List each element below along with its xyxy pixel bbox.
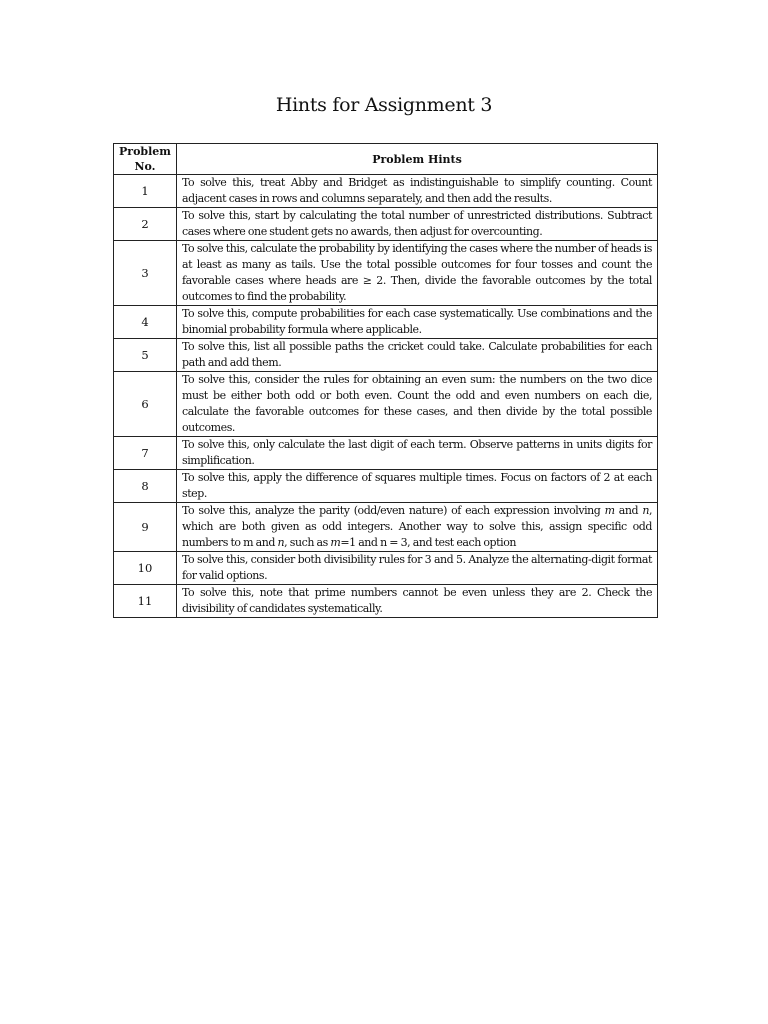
problem-number: 3 [114, 241, 177, 306]
problem-hint: To solve this, analyze the parity (odd/even nature) of each expression involving 𝑚 and 𝑛, which are both given as odd integers. Another way to solve this, assign specific odd numbers to m and 𝑛, such as 𝑚=1 and n = 3, and test each option [177, 503, 658, 552]
table-row [114, 306, 658, 339]
table-row [114, 372, 658, 437]
header-problem-no [114, 144, 177, 175]
hints-table [113, 143, 658, 618]
problem-number: 9 [114, 503, 177, 552]
problem-hint: To solve this, note that prime numbers cannot be even unless they are 2. Check the divisibility of candidates systematically. [177, 585, 658, 618]
problem-hint: To solve this, apply the difference of squares multiple times. Focus on factors of 2 at each step. [177, 470, 658, 503]
problem-number: 4 [114, 306, 177, 339]
problem-number: 2 [114, 208, 177, 241]
header-problem-line2: No. [134, 160, 156, 173]
problem-number: 7 [114, 437, 177, 470]
problem-number: 10 [114, 552, 177, 585]
problem-number: 6 [114, 372, 177, 437]
table-row [114, 437, 658, 470]
table-header-row [114, 144, 658, 175]
table-row [114, 585, 658, 618]
problem-number: 1 [114, 175, 177, 208]
problem-number: 5 [114, 339, 177, 372]
problem-hint: To solve this, consider both divisibility rules for 3 and 5. Analyze the alternating-digit format for valid options. [177, 552, 658, 585]
problem-hint: To solve this, treat Abby and Bridget as indistinguishable to simplify counting. Count adjacent cases in rows and columns separately, and then add the results. [177, 175, 658, 208]
page-title: Hints for Assignment 3 [275, 94, 493, 116]
header-problem-line1: Problem [119, 145, 171, 158]
header-problem-hints: Problem Hints [177, 144, 658, 175]
table-row [114, 552, 658, 585]
problem-hint: To solve this, list all possible paths the cricket could take. Calculate probabilities for each path and add them. [177, 339, 658, 372]
problem-hint: To solve this, calculate the probability by identifying the cases where the number of heads is at least as many as tails. Use the total possible outcomes for four tosses and count the favorable cases where heads are ≥ 2. Then, divide the favorable outcomes by the total outcomes to find the probability. [177, 241, 658, 306]
table-row [114, 503, 658, 552]
table-row [114, 175, 658, 208]
table-row [114, 208, 658, 241]
problem-hint: To solve this, compute probabilities for each case systematically. Use combinations and the binomial probability formula where applicable. [177, 306, 658, 339]
table-row [114, 470, 658, 503]
problem-hint: To solve this, consider the rules for obtaining an even sum: the numbers on the two dice must be either both odd or both even. Count the odd and even numbers on each die, calculate the favorable outcomes for these cases, and then divide by the total possible outcomes. [177, 372, 658, 437]
table-row [114, 339, 658, 372]
problem-hint: To solve this, only calculate the last digit of each term. Observe patterns in units digits for simplification. [177, 437, 658, 470]
problem-number: 11 [114, 585, 177, 618]
table-row [114, 241, 658, 306]
problem-number: 8 [114, 470, 177, 503]
problem-hint: To solve this, start by calculating the total number of unrestricted distributions. Subtract cases where one student gets no awards, then adjust for overcounting. [177, 208, 658, 241]
